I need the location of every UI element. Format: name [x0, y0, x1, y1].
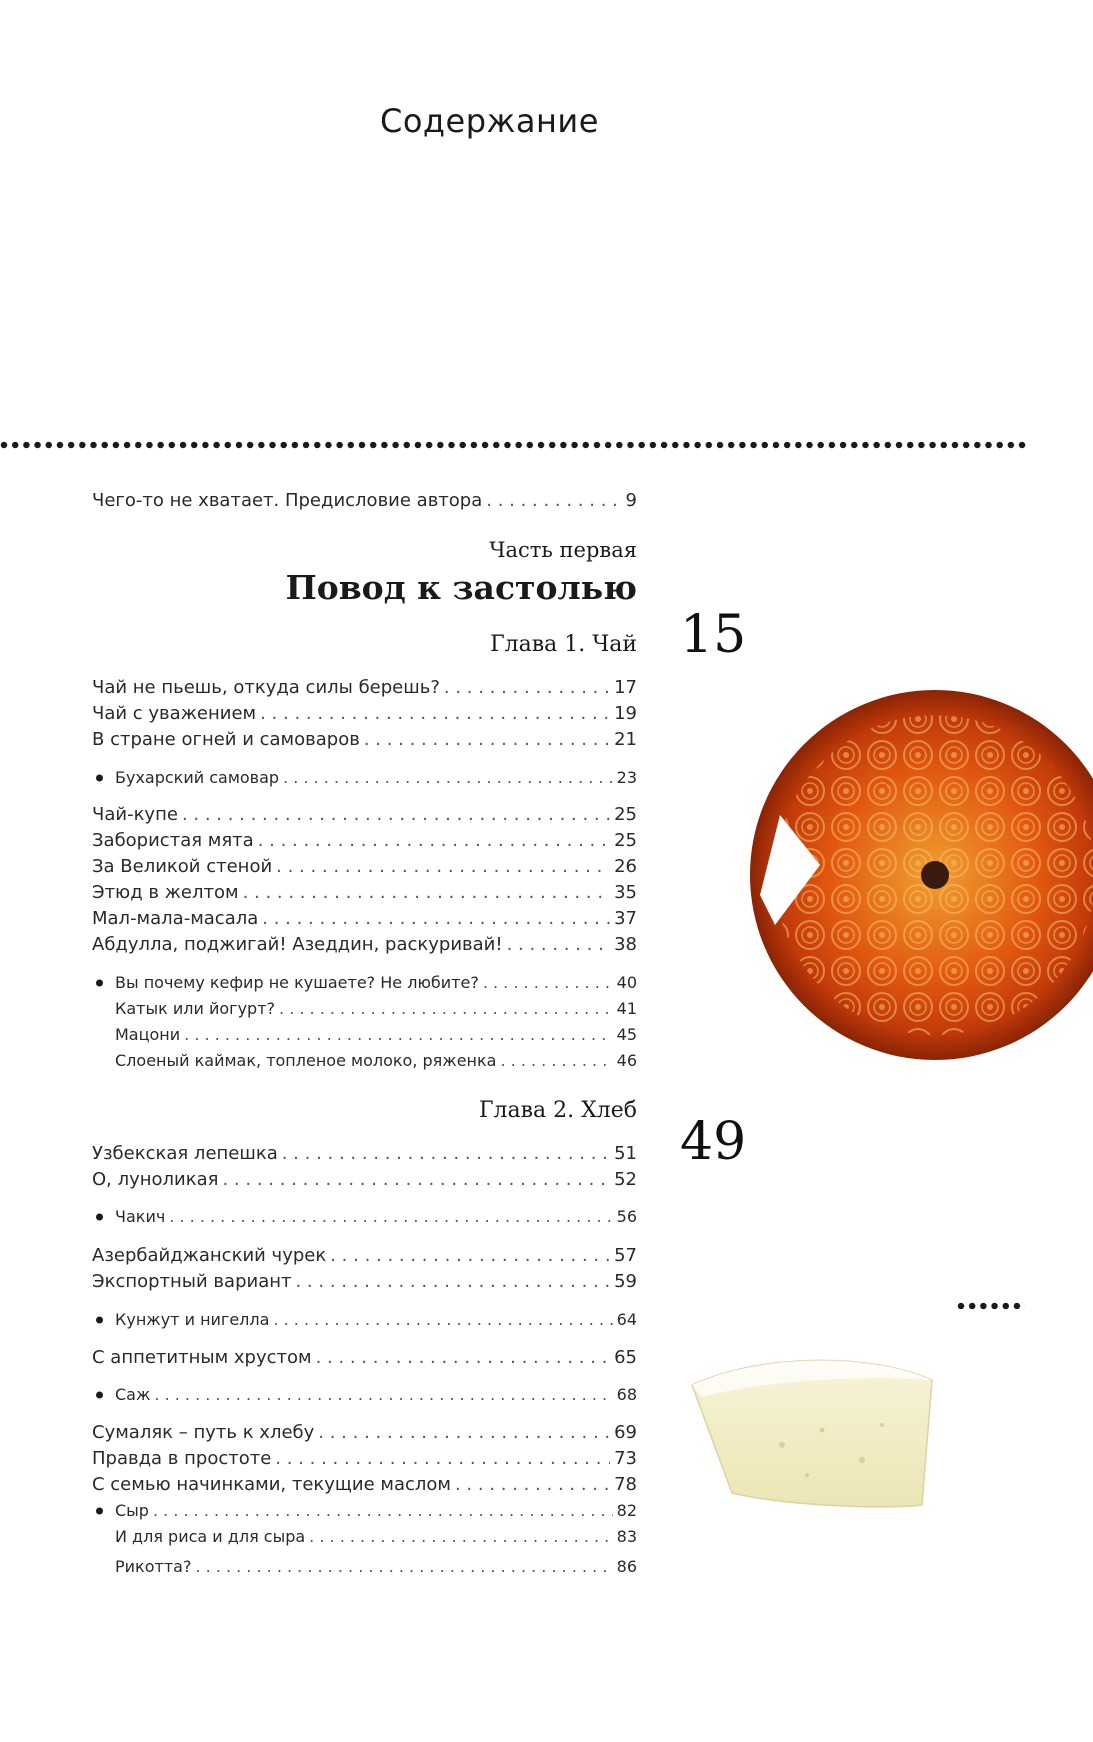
toc-entry-page: 45	[616, 1025, 637, 1044]
toc-entry[interactable]	[92, 768, 637, 787]
toc-entry[interactable]	[92, 908, 637, 929]
toc-entry-page: 51	[614, 1143, 637, 1164]
dot-leader	[258, 830, 610, 851]
chapter-heading-tea: Глава 1. Чай	[490, 632, 637, 657]
toc-entry[interactable]	[92, 804, 637, 825]
bullet-icon	[96, 774, 103, 781]
toc-entry[interactable]	[92, 934, 637, 955]
chapter-start-page-tea: 15	[680, 605, 747, 665]
part-title: Повод к застолью	[285, 568, 637, 607]
toc-entry-title: Вы почему кефир не кушаете? Не любите?	[115, 973, 479, 992]
toc-entry[interactable]	[92, 999, 637, 1018]
toc-entry-page: 73	[614, 1448, 637, 1469]
dot-leader	[486, 490, 617, 511]
toc-entry[interactable]	[92, 677, 637, 698]
bullet-icon	[96, 1213, 103, 1220]
toc-entry-title: Чай не пьешь, откуда силы берешь?	[92, 677, 440, 698]
toc-entry-title: Рикотта?	[115, 1557, 192, 1576]
toc-entry[interactable]	[92, 856, 637, 877]
dot-leader	[483, 973, 613, 992]
toc-entry[interactable]	[92, 973, 637, 992]
chapter-heading-bread: Глава 2. Хлеб	[478, 1098, 637, 1123]
dot-leader	[316, 1347, 611, 1368]
bullet-icon	[96, 979, 103, 986]
toc-entry[interactable]	[92, 1422, 637, 1443]
toc-entry-title: С семью начинками, текущие маслом	[92, 1474, 451, 1495]
toc-entry-page: 37	[614, 908, 637, 929]
toc-entry[interactable]	[92, 1143, 637, 1164]
flatbread-photo	[720, 665, 1093, 1075]
toc-entry[interactable]	[92, 1245, 637, 1266]
toc-entry-title: Сыр	[115, 1501, 149, 1520]
toc-entry-page: 17	[614, 677, 637, 698]
toc-entry-page: 68	[616, 1385, 637, 1404]
toc-entry[interactable]	[92, 1527, 637, 1546]
toc-entry-page: 56	[616, 1207, 637, 1226]
part-label: Часть первая	[489, 538, 637, 562]
cheese-photo	[672, 1335, 962, 1535]
dot-leader	[295, 1271, 610, 1292]
toc-entry-title: В стране огней и самоваров	[92, 729, 360, 750]
toc-entry-title: Чего-то не хватает. Предисловие автора	[92, 490, 483, 511]
dot-leader	[154, 1385, 612, 1404]
dot-leader	[262, 908, 610, 929]
toc-entry-page: 69	[614, 1422, 637, 1443]
dot-leader	[500, 1051, 612, 1070]
dot-leader	[169, 1207, 612, 1226]
dot-leader	[222, 1169, 610, 1190]
dot-leader	[444, 677, 610, 698]
toc-entry[interactable]	[92, 1271, 637, 1292]
toc-entry-title: Экспортный вариант	[92, 1271, 292, 1292]
toc-entry-page: 46	[616, 1051, 637, 1070]
toc-entry-title: Чай-купе	[92, 804, 178, 825]
toc-entry-title: Саж	[115, 1385, 151, 1404]
toc-entry-title: За Великой стеной	[92, 856, 273, 877]
toc-entry-title: Слоеный каймак, топленое молоко, ряженка	[115, 1051, 497, 1070]
toc-entry-title: Мал-мала-масала	[92, 908, 259, 929]
toc-entry[interactable]	[92, 1169, 637, 1190]
toc-entry-title: Мацони	[115, 1025, 181, 1044]
page-title: Содержание	[380, 102, 599, 140]
toc-entry-title: Узбекская лепешка	[92, 1143, 278, 1164]
dot-leader	[318, 1422, 610, 1443]
toc-entry[interactable]	[92, 882, 637, 903]
toc-entry-title: Этюд в желтом	[92, 882, 239, 903]
toc-entry-page: 57	[614, 1245, 637, 1266]
toc-entry-page: 59	[614, 1271, 637, 1292]
toc-entry[interactable]	[92, 1207, 637, 1226]
bullet-icon	[96, 1507, 103, 1514]
toc-entry-page: 52	[614, 1169, 637, 1190]
dot-leader	[282, 1143, 610, 1164]
toc-entry-page: 19	[614, 703, 637, 724]
toc-entry[interactable]	[92, 1385, 637, 1404]
toc-entry-page: 41	[616, 999, 637, 1018]
toc-entry-page: 40	[616, 973, 637, 992]
toc-entry-title: Катык или йогурт?	[115, 999, 276, 1018]
toc-entry[interactable]	[92, 729, 637, 750]
toc-entry-page: 25	[614, 830, 637, 851]
toc-entry-page: 35	[614, 882, 637, 903]
toc-entry[interactable]	[92, 1025, 637, 1044]
toc-entry-page: 82	[616, 1501, 637, 1520]
dot-leader	[309, 1527, 612, 1546]
dot-leader	[195, 1557, 612, 1576]
toc-entry-title: Абдулла, поджигай! Азеддин, раскуривай!	[92, 934, 503, 955]
toc-entry-page: 23	[616, 768, 637, 787]
toc-entry-page: 21	[614, 729, 637, 750]
toc-entry[interactable]	[92, 1474, 637, 1495]
toc-entry-page: 9	[625, 490, 637, 511]
toc-entry[interactable]	[92, 1310, 637, 1329]
toc-entry-page: 65	[614, 1347, 637, 1368]
toc-entry-page: 86	[616, 1557, 637, 1576]
toc-entry-title: С аппетитным хрустом	[92, 1347, 312, 1368]
dot-leader	[260, 703, 610, 724]
toc-entry-page: 38	[614, 934, 637, 955]
toc-entry[interactable]	[92, 703, 637, 724]
dot-leader	[184, 1025, 612, 1044]
toc-entry-title: О, луноликая	[92, 1169, 219, 1190]
toc-entry-title: Правда в простоте	[92, 1448, 272, 1469]
toc-entry[interactable]	[92, 1051, 637, 1070]
dot-leader	[455, 1474, 610, 1495]
toc-entry-title: Сумаляк – путь к хлебу	[92, 1422, 315, 1443]
chapter-start-page-bread: 49	[680, 1112, 747, 1172]
dot-leader	[283, 768, 613, 787]
dot-leader	[364, 729, 610, 750]
toc-entry[interactable]	[92, 1557, 637, 1576]
toc-entry-title: Бухарский самовар	[115, 768, 280, 787]
bullet-icon	[96, 1316, 103, 1323]
toc-entry-title: Кунжут и нигелла	[115, 1310, 270, 1329]
toc-entry-page: 26	[614, 856, 637, 877]
dot-leader	[507, 934, 611, 955]
dot-leader	[276, 856, 610, 877]
dot-leader	[275, 1448, 610, 1469]
dotted-divider-short	[957, 1302, 1025, 1310]
toc-entry[interactable]	[92, 1501, 637, 1520]
dot-leader	[153, 1501, 613, 1520]
dot-leader	[330, 1245, 610, 1266]
toc-entry-page: 64	[616, 1310, 637, 1329]
dot-leader	[279, 999, 613, 1018]
toc-entry-page: 83	[616, 1527, 637, 1546]
dot-leader	[182, 804, 610, 825]
dotted-divider	[0, 441, 1030, 449]
toc-entry-title: Забористая мята	[92, 830, 254, 851]
dot-leader	[243, 882, 611, 903]
toc-entry-title: Чакич	[115, 1207, 166, 1226]
toc-entry-page: 78	[614, 1474, 637, 1495]
toc-entry-title: Азербайджанский чурек	[92, 1245, 327, 1266]
toc-entry-title: И для риса и для сыра	[115, 1527, 306, 1546]
toc-entry-title: Чай с уважением	[92, 703, 257, 724]
toc-entry-preface[interactable]	[92, 490, 637, 511]
toc-entry[interactable]	[92, 1347, 637, 1368]
dot-leader	[273, 1310, 612, 1329]
toc-entry[interactable]	[92, 830, 637, 851]
toc-entry-page: 25	[614, 804, 637, 825]
bullet-icon	[96, 1391, 103, 1398]
toc-entry[interactable]	[92, 1448, 637, 1469]
